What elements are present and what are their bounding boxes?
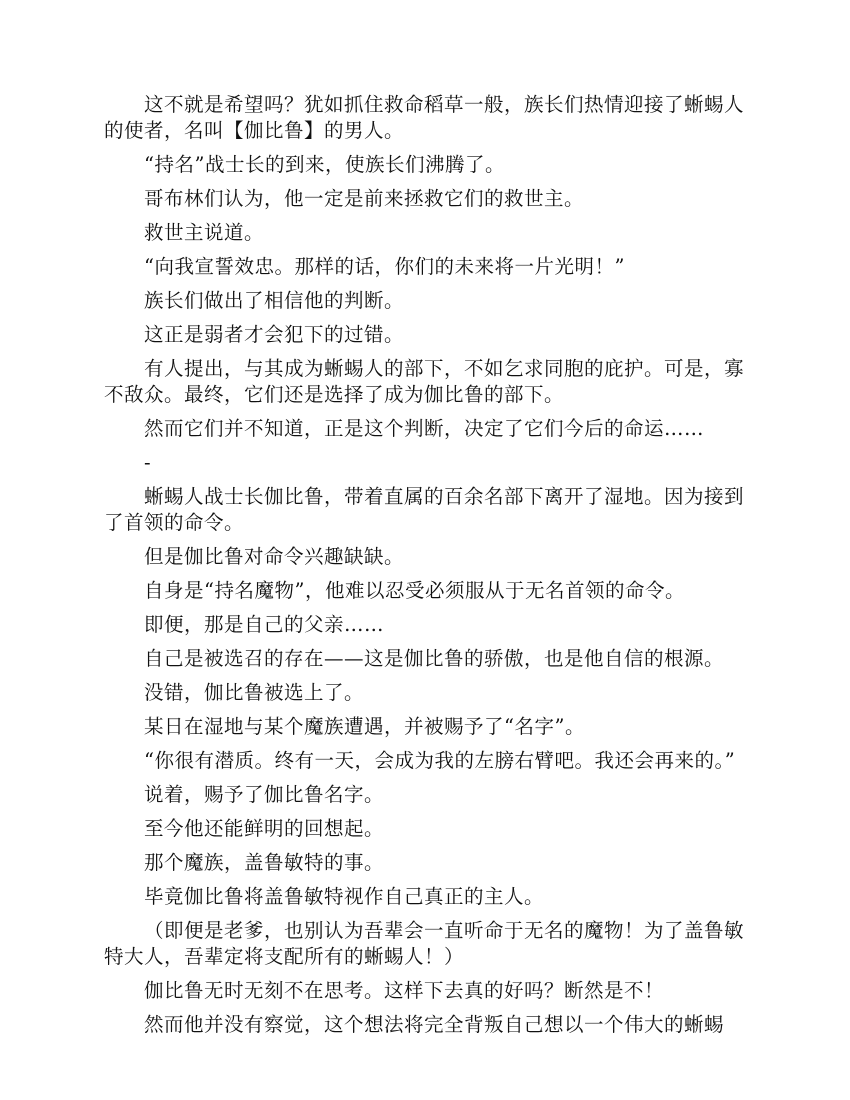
document-page xyxy=(104,92,754,1046)
paragraph-20: 那个魔族，盖鲁敏特的事。 xyxy=(144,851,385,874)
paragraph-22: （即便是老爹，也别认为吾辈会一直听命于无名的魔物！为了盖鲁敏特大人，吾辈定将支配所有的蜥蜴人！） xyxy=(104,919,745,968)
paragraph-7: 这正是弱者才会犯下的过错。 xyxy=(144,323,405,346)
paragraph-1: 这不就是希望吗？犹如抓住救命稻草一般，族长们热情迎接了蜥蜴人的使者，名叫【伽比鲁】的男人。 xyxy=(104,93,745,142)
paragraph-9: 然而它们并不知道，正是这个判断，决定了它们今后的命运…… xyxy=(144,417,705,440)
paragraph-11: 但是伽比鲁对命令兴趣缺缺。 xyxy=(144,545,405,568)
paragraph-12: 自身是“持名魔物”，他难以忍受必须服从于无名首领的命令。 xyxy=(144,579,685,602)
paragraph-14: 自己是被选召的存在——这是伽比鲁的骄傲，也是他自信的根源。 xyxy=(144,647,725,670)
paragraph-10: 蜥蜴人战士长伽比鲁，带着直属的百余名部下离开了湿地。因为接到了首领的命令。 xyxy=(104,485,745,534)
paragraph-8: 有人提出，与其成为蜥蜴人的部下，不如乞求同胞的庇护。可是，寡不敌众。最终，它们还是选择了成为伽比鲁的部下。 xyxy=(104,357,745,406)
paragraph-21: 毕竟伽比鲁将盖鲁敏特视作自己真正的主人。 xyxy=(144,885,545,908)
paragraph-4: 救世主说道。 xyxy=(144,221,265,244)
paragraph-18: 说着，赐予了伽比鲁名字。 xyxy=(144,783,385,806)
paragraph-16: 某日在湿地与某个魔族遭遇，并被赐予了“名字”。 xyxy=(144,715,585,738)
paragraph-24: 然而他并没有察觉，这个想法将完全背叛自己想以一个伟大的蜥蜴 xyxy=(144,1013,725,1036)
paragraph-15: 没错，伽比鲁被选上了。 xyxy=(144,681,365,704)
section-separator: - xyxy=(144,451,152,474)
paragraph-3: 哥布林们认为，他一定是前来拯救它们的救世主。 xyxy=(144,187,585,210)
paragraph-19: 至今他还能鲜明的回想起。 xyxy=(144,817,385,840)
paragraph-13: 即便，那是自己的父亲…… xyxy=(144,613,385,636)
paragraph-2: “持名”战士长的到来，使族长们沸腾了。 xyxy=(144,153,505,176)
paragraph-17: “你很有潜质。终有一天，会成为我的左膀右臂吧。我还会再来的。” xyxy=(144,749,736,772)
paragraph-23: 伽比鲁无时无刻不在思考。这样下去真的好吗？断然是不！ xyxy=(144,979,665,1002)
paragraph-5: “向我宣誓效忠。那样的话，你们的未来将一片光明！” xyxy=(144,255,625,278)
paragraph-6: 族长们做出了相信他的判断。 xyxy=(144,289,405,312)
